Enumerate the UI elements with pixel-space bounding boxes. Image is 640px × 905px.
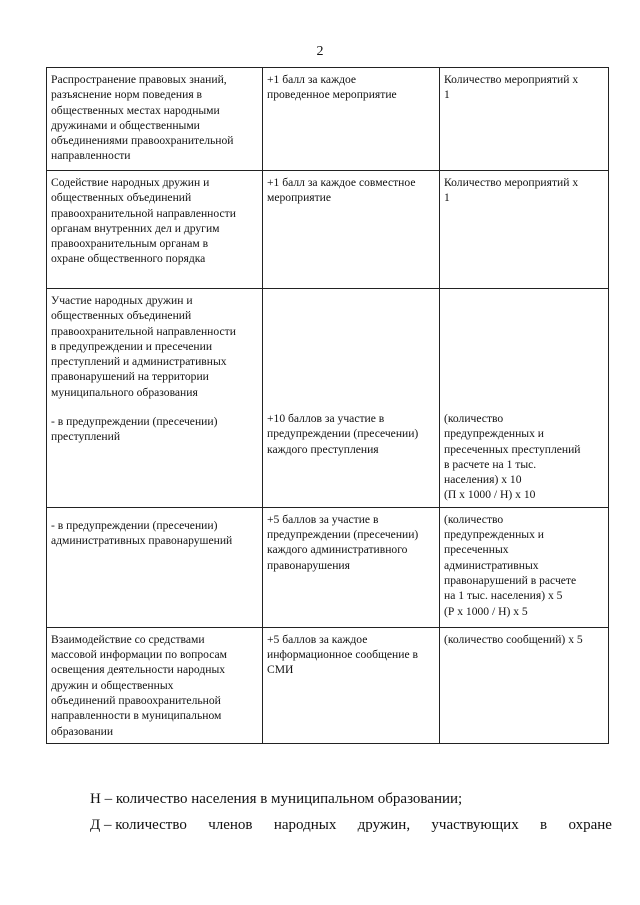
criterion-cell bbox=[47, 171, 263, 289]
criterion-text: Участие народных дружин и общественных объединений правоохранительной направленности в предупреждении и пресечении преступлений и административных правонарушений на территории муниципального образования bbox=[51, 294, 236, 399]
table-row bbox=[47, 289, 609, 508]
points-cell bbox=[263, 68, 440, 171]
table-row bbox=[47, 507, 609, 627]
criterion-text: Распространение правовых знаний, разъяснение норм поведения в общественных местах народными дружинами и общественными объединениями правоохранительной направленности bbox=[51, 73, 234, 163]
points-text: +1 балл за каждое проведенное мероприятие bbox=[267, 73, 397, 102]
formula-text: Количество мероприятий х 1 bbox=[444, 176, 579, 205]
criterion-text: Содействие народных дружин и общественных объединений правоохранительной направленности органам внутренних дел и другим правоохранительным органам в охране общественного порядка bbox=[51, 176, 236, 266]
points-text: +10 баллов за участие в предупреждении (пресечении) каждого преступления bbox=[267, 412, 419, 456]
criterion-cell bbox=[47, 68, 263, 171]
criterion-cell bbox=[47, 627, 263, 743]
criterion-text: - в предупреждении (пресечении) административных правонарушений bbox=[51, 518, 233, 548]
formula-cell bbox=[440, 68, 609, 171]
formula-text: Количество мероприятий х 1 bbox=[444, 73, 579, 102]
footer-word: народных bbox=[273, 817, 337, 833]
formula-cell bbox=[440, 627, 609, 743]
footer-word: в bbox=[540, 817, 548, 833]
points-cell bbox=[263, 507, 440, 627]
points-text: +5 баллов за каждое информационное сообщение в СМИ bbox=[267, 632, 418, 677]
footer-line-members bbox=[90, 817, 612, 834]
table-row bbox=[47, 627, 609, 743]
formula-text: (количество предупрежденных и пресеченных преступлений в расчете на 1 тыс. населения) х 10 (П х 1000 / Н) х 10 bbox=[444, 412, 581, 502]
sub-criterion-text: - в предупреждении (пресечении) преступлений bbox=[51, 415, 218, 444]
formula-cell bbox=[440, 171, 609, 289]
footer-word: участвующих bbox=[431, 817, 519, 833]
points-text: +5 баллов за участие в предупреждении (пресечении) каждого административного правонарушения bbox=[267, 512, 419, 572]
formula-text: (количество сообщений) х 5 bbox=[444, 632, 583, 646]
page-number: 2 bbox=[316, 44, 324, 59]
points-cell bbox=[263, 627, 440, 743]
formula-cell bbox=[440, 289, 609, 508]
footer-word: дружин, bbox=[357, 817, 411, 833]
points-text: +1 балл за каждое совместное мероприятие bbox=[267, 176, 416, 205]
table-row bbox=[47, 68, 609, 171]
footer-word: охране bbox=[568, 817, 612, 833]
formula-text: (количество предупрежденных и пресеченных административных правонарушений в расчете на 1 тыс. населения) х 5 (Р х 1000 / Н) х 5 bbox=[444, 512, 577, 618]
points-cell bbox=[263, 289, 440, 508]
criterion-cell bbox=[47, 507, 263, 627]
footer-word: Д – количество bbox=[90, 817, 187, 833]
footer-word: членов bbox=[208, 817, 253, 833]
table-row bbox=[47, 171, 609, 289]
criterion-text: Взаимодействие со средствами массовой информации по вопросам освещения деятельности народных дружин и общественных объединений правоохранительной направленности в муниципальном образовании bbox=[51, 632, 227, 738]
formula-cell bbox=[440, 507, 609, 627]
points-cell bbox=[263, 171, 440, 289]
criteria-table bbox=[46, 67, 609, 744]
criterion-cell bbox=[47, 289, 263, 508]
footer-line-population: Н – количество населения в муниципальном образовании; bbox=[90, 791, 463, 807]
